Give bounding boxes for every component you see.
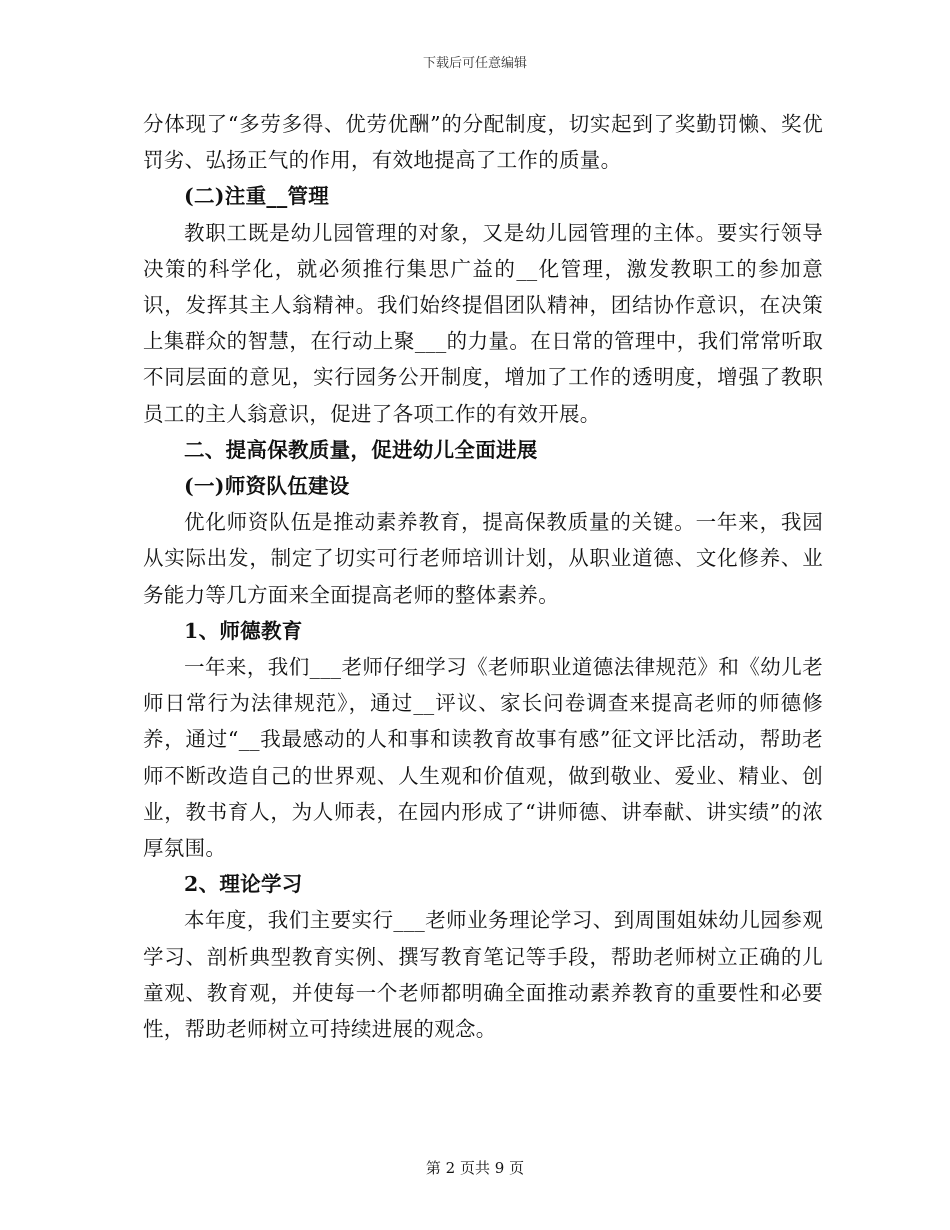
section-heading: 1、师德教育 [184,618,303,643]
section-heading: 二、提高保教质量，促进幼儿全面进展 [184,437,538,462]
section-heading: (一)师资队伍建设 [184,474,350,499]
page-footer: 第 2 页共 9 页 [425,1159,525,1177]
paragraph-continued: 分体现了“多劳多得、优劳优酬”的分配制度，切实起到了奖勤罚懒、奖优罚劣、弘扬正气的作用，有效地提高了工作的质量。 [143,112,823,173]
paragraph: 优化师资队伍是推动素养教育，提高保教质量的关键。一年来，我园从实际出发，制定了切实可行老师培训计划，从职业道德、文化修养、业务能力等几方面来全面提高老师的整体素养。 [143,510,823,607]
paragraph: 本年度，我们主要实行___老师业务理论学习、到周围姐妹幼儿园参观学习、剖析典型教育实例、撰写教育笔记等手段，帮助老师树立正确的儿童观、教育观，并使每一个老师都明确全面推动素养教育的重要性和必要性，帮助老师树立可持续进展的观念。 [143,908,823,1042]
paragraph: 教职工既是幼儿园管理的对象，又是幼儿园管理的主体。要实行领导决策的科学化，就必须推行集思广益的__化管理，激发教职工的参加意识，发挥其主人翁精神。我们始终提倡团队精神，团结协作意识，在决策上集群众的智慧，在行动上聚___的力量。在日常的管理中，我们常常听取不同层面的意见，实行园务公开制度，增加了工作的透明度，增强了教职员工的主人翁意识，促进了各项工作的有效开展。 [143,220,823,426]
section-heading: (二)注重__管理 [184,184,330,209]
section-heading: 2、理论学习 [184,872,303,897]
page-header: 下载后可任意编辑 [422,56,527,71]
document-body [143,106,823,1047]
paragraph: 一年来，我们___老师仔细学习《老师职业道德法律规范》和《幼儿老师日常行为法律规范》，通过__评议、家长问卷调查来提高老师的师德修养，通过“__我最感动的人和事和读教育故事有感”征文评比活动，帮助老师不断改造自己的世界观、人生观和价值观，做到敬业、爱业、精业、创业，教书育人，为人师表，在园内形成了“讲师德、讲奉献、讲实绩”的浓厚氛围。 [143,655,823,861]
